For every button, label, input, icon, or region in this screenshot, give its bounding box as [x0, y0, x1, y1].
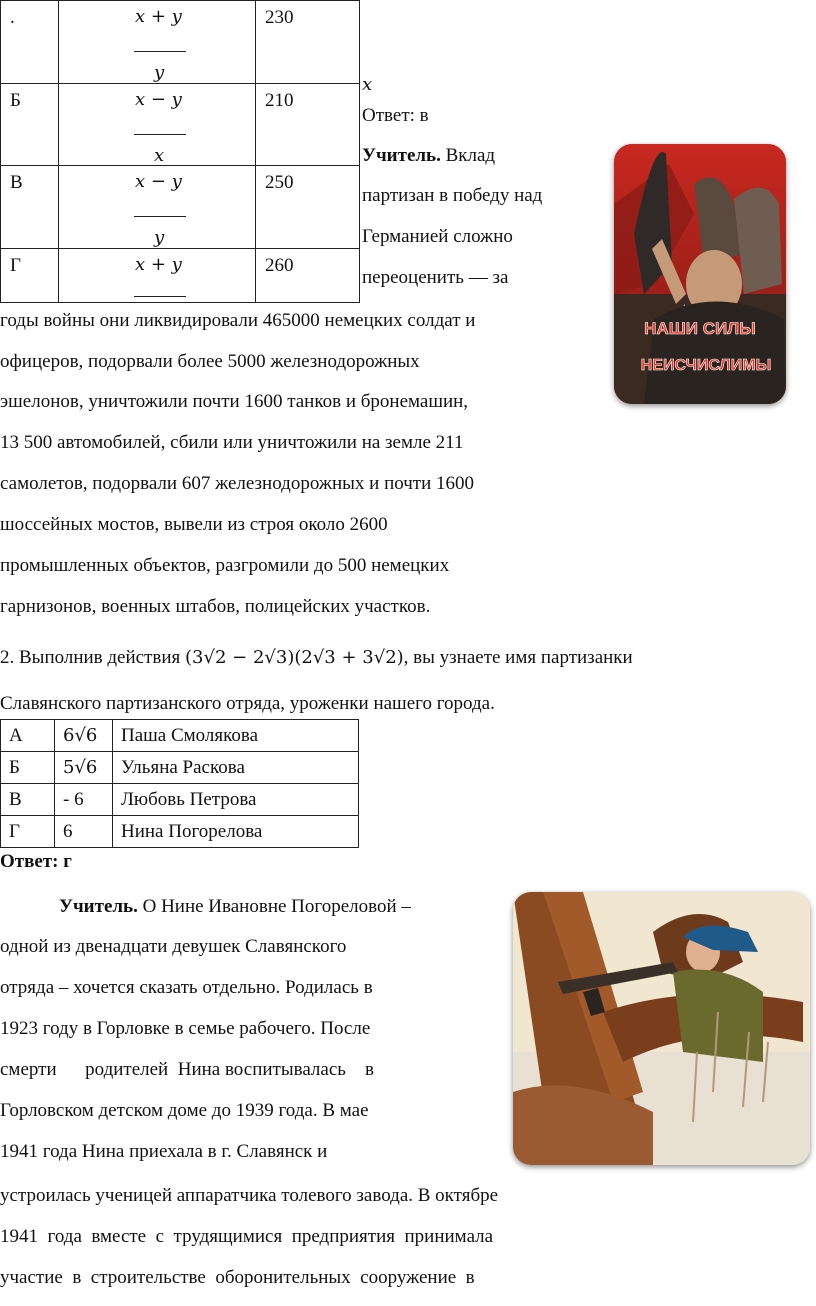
- table-row: [1, 784, 359, 816]
- poster-caption-line1: НАШИ СИЛЫ: [644, 319, 756, 338]
- teacher-paragraph-1-line: промышленных объектов, разгромили до 500 немецких: [0, 555, 450, 576]
- fraction-numerator: x + y: [135, 6, 182, 27]
- fraction-denominator: y: [154, 62, 165, 83]
- teacher-paragraph-1-line: Германией сложно: [362, 226, 513, 247]
- option-letter: В: [1, 784, 55, 816]
- teacher-paragraph-1-line: партизан в победу над: [362, 185, 543, 206]
- fraction-bar: [134, 216, 186, 217]
- option-name: Ульяна Раскова: [113, 752, 359, 784]
- option-letter: Б: [1, 752, 55, 784]
- teacher-paragraph-2-line: 1923 году в Горловке в семье рабочего. После: [0, 1018, 371, 1039]
- partisan-poster-image: [614, 144, 786, 404]
- option-name: Любовь Петрова: [113, 784, 359, 816]
- task-2-suffix: , вы узнаете имя партизанки: [403, 647, 633, 668]
- options-table-2: [0, 719, 359, 848]
- answer-1: Ответ: в: [362, 105, 429, 126]
- table-row: [1, 84, 360, 166]
- option-value: 260: [265, 255, 294, 276]
- task-2-expression: (3√2 − 2√3)(2√3 + 3√2): [185, 647, 404, 668]
- teacher-paragraph-2-line: одной из двенадцати девушек Славянского: [0, 936, 347, 957]
- fraction-numerator: x + y: [135, 254, 182, 275]
- fraction-denominator: x: [154, 145, 165, 166]
- teacher-paragraph-1-line: самолетов, подорвали 607 железнодорожных и почти 1600: [0, 473, 475, 494]
- option-name: Нина Погорелова: [113, 816, 359, 848]
- option-letter: .: [10, 7, 15, 28]
- fraction-denominator: y: [154, 227, 165, 248]
- poster-illustration: [614, 144, 786, 404]
- teacher-paragraph-1-line: гарнизонов, военных штабов, полицейских участков.: [0, 596, 431, 617]
- teacher-paragraph-2-line: Учитель. О Нине Ивановне Погореловой –: [59, 896, 411, 917]
- teacher-paragraph-1-line: эшелонов, уничтожили почти 1600 танков и бронемашин,: [0, 391, 469, 412]
- stray-variable: x: [362, 74, 373, 95]
- option-value: 210: [265, 90, 294, 111]
- teacher-label: Учитель.: [59, 896, 138, 917]
- fraction-numerator: x − y: [135, 89, 182, 110]
- table-row: [1, 720, 359, 752]
- fraction-bar: [134, 134, 186, 135]
- teacher-paragraph-2-line: Горловском детском доме до 1939 года. В мае: [0, 1100, 369, 1121]
- option-value: 230: [265, 7, 294, 28]
- options-table-1: [0, 0, 360, 303]
- teacher-label: Учитель.: [362, 145, 441, 166]
- answer-2: Ответ: г: [0, 851, 72, 872]
- option-value: - 6: [55, 784, 113, 816]
- option-letter: А: [1, 720, 55, 752]
- teacher-paragraph-1-line: Учитель. Вклад: [362, 145, 496, 166]
- option-letter: В: [10, 172, 23, 193]
- teacher-paragraph-2-line: смерти родителей Нина воспитывалась в: [0, 1059, 374, 1080]
- fraction-bar: [134, 51, 186, 52]
- table-row: [1, 166, 360, 249]
- task-2-line: [0, 648, 633, 668]
- teacher-paragraph-1-line: годы войны они ликвидировали 465000 немецких солдат и: [0, 310, 476, 331]
- table-row: [1, 752, 359, 784]
- poster-caption-line2: НЕИСЧИСЛИМЫ: [640, 357, 772, 374]
- teacher-paragraph-1-line: 13 500 автомобилей, сбили или уничтожили на земле 211: [0, 432, 464, 453]
- option-value: 6√6: [55, 720, 113, 752]
- teacher-paragraph-2-line: 1941 года вместе с трудящимися предприятия принимала: [0, 1226, 494, 1247]
- fraction-bar: [134, 296, 186, 297]
- option-value: 250: [265, 172, 294, 193]
- teacher-paragraph-2-line: отряда – хочется сказать отдельно. Родилась в: [0, 977, 373, 998]
- option-letter: Г: [10, 255, 21, 276]
- option-name: Паша Смолякова: [113, 720, 359, 752]
- option-letter: Г: [1, 816, 55, 848]
- table-row: [1, 816, 359, 848]
- option-value: 6: [55, 816, 113, 848]
- painting-illustration: [513, 892, 810, 1165]
- option-value: 5√6: [55, 752, 113, 784]
- teacher-paragraph-2-line: устроилась ученицей аппаратчика толевого завода. В октябре: [0, 1185, 499, 1206]
- table-row: [1, 1, 360, 84]
- teacher-paragraph-2-line: участие в строительстве оборонительных сооружение в: [0, 1267, 475, 1288]
- fraction-numerator: x − y: [135, 171, 182, 192]
- teacher-paragraph-1-line: шоссейных мостов, вывели из строя около 2600: [0, 514, 388, 535]
- teacher-paragraph-2-line: 1941 года Нина приехала в г. Славянск и: [0, 1141, 328, 1162]
- option-letter: Б: [10, 90, 21, 111]
- teacher-paragraph-1-line: переоценить — за: [362, 267, 509, 288]
- task-2-prefix: 2. Выполнив действия: [0, 647, 181, 668]
- teacher-paragraph-1-line: офицеров, подорвали более 5000 железнодорожных: [0, 351, 420, 372]
- task-2-line-2: Славянского партизанского отряда, уроженки нашего города.: [0, 693, 495, 714]
- table-row: [1, 249, 360, 303]
- partisan-girl-painting-image: [513, 892, 810, 1165]
